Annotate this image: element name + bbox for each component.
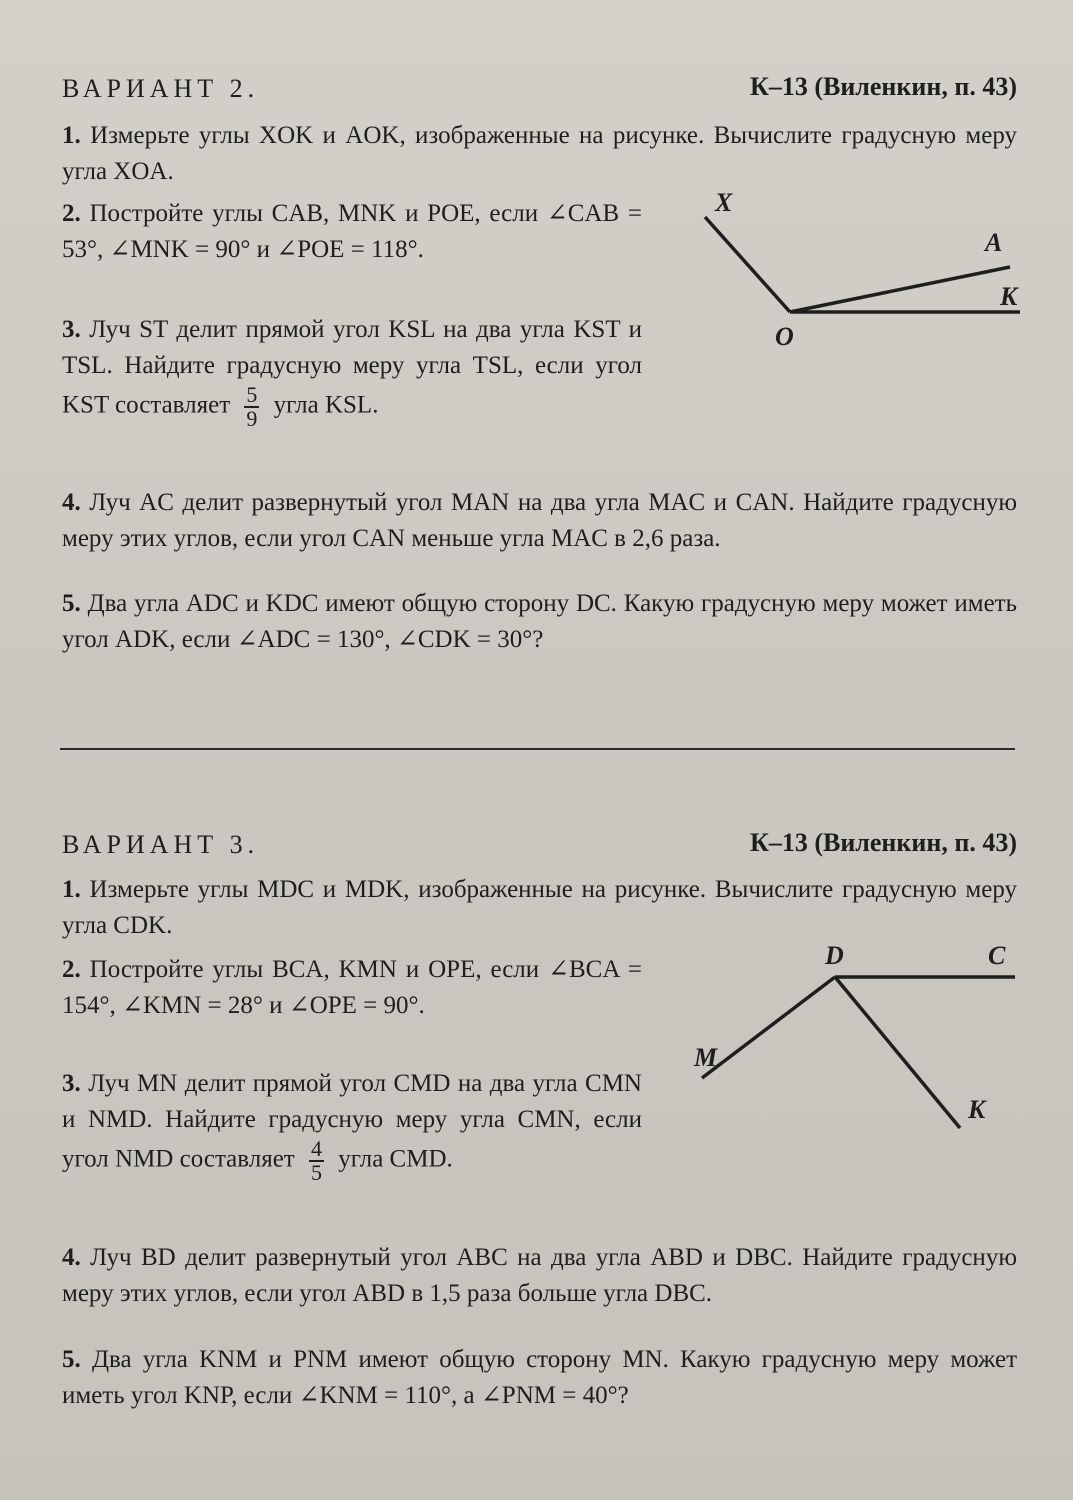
task-text: Луч AC делит развернутый угол MAN на два угла MAC и CAN. Найдите градусную меру этих углов, если угол CAN меньше угла MAC в 2,6 раза. xyxy=(62,489,1017,552)
label-k: K xyxy=(968,1095,986,1124)
variant-3-header: ВАРИАНТ 3. xyxy=(62,830,260,859)
fraction-numerator: 4 xyxy=(311,1136,322,1161)
task-text: Луч MN делит прямой угол CMD на два угла CMN и NMD. Найдите градусную меру угла CMN, если угол NMD xyxy=(62,1070,642,1173)
fraction xyxy=(244,384,259,430)
variant-3-angle-figure xyxy=(660,940,1030,1140)
fraction-denominator: 9 xyxy=(246,406,258,431)
task-text-tail: угла CMD. xyxy=(338,1145,453,1173)
task-number: 1. xyxy=(62,876,81,903)
task-text: Измерьте углы MDC и MDK, изображенные на рисунке. Вычислите градусную меру угла CDK. xyxy=(62,876,1017,939)
label-m: M xyxy=(694,1043,718,1072)
variant-2-task-3 xyxy=(62,312,642,430)
task-text: Постройте углы BCA, KMN и OPE, если ∠BCA = 154°, ∠KMN = 28° и ∠OPE = 90°. xyxy=(62,956,643,1019)
ray-oa xyxy=(790,267,1010,312)
task-text-tail: составляет xyxy=(179,1145,295,1173)
variant-2-task-4 xyxy=(62,485,1017,557)
variant-3-source: К–13 (Виленкин, п. 43) xyxy=(749,828,1017,857)
task-number: 4. xyxy=(62,1244,81,1271)
task-number: 5. xyxy=(62,590,81,617)
task-number: 3. xyxy=(62,316,81,343)
task-number: 5. xyxy=(62,1346,81,1373)
variant-3-task-4 xyxy=(62,1240,1017,1312)
task-text: Постройте углы CAB, MNK и POE, если ∠CAB = 53°, ∠MNK = 90° и ∠POE = 118°. xyxy=(62,200,642,263)
task-number: 4. xyxy=(62,489,81,516)
task-text-tail: угла KSL. xyxy=(273,391,379,419)
variant-2-source: К–13 (Виленкин, п. 43) xyxy=(749,72,1017,101)
variant-2-task-5 xyxy=(62,586,1017,658)
label-d: D xyxy=(825,941,844,970)
ray-dm xyxy=(702,977,835,1078)
ray-dk xyxy=(835,977,960,1128)
task-number: 2. xyxy=(62,956,81,983)
fraction-denominator: 5 xyxy=(311,1160,322,1185)
variant-2-task-1 xyxy=(62,118,1017,190)
variant-2-header: ВАРИАНТ 2. xyxy=(62,74,260,103)
task-text: Два угла ADC и KDC имеют общую сторону DC. Какую градусную меру может иметь угол ADK, если ∠ADC = 130°, ∠CDK = 30°? xyxy=(62,590,1017,653)
label-a: A xyxy=(985,228,1003,257)
fraction-numerator: 5 xyxy=(246,382,258,407)
task-text-tail: составляет xyxy=(115,391,231,419)
label-o: O xyxy=(775,322,794,351)
variant-3-task-3 xyxy=(62,1066,642,1184)
task-number: 2. xyxy=(62,200,81,227)
variant-2-angle-figure xyxy=(650,185,1030,360)
task-text: Измерьте углы XOK и AOK, изображенные на рисунке. Вычислите градусную меру угла XOA. xyxy=(62,122,1017,185)
fraction xyxy=(309,1138,324,1184)
variant-3-task-2 xyxy=(62,952,642,1024)
task-number: 3. xyxy=(62,1070,81,1097)
task-text: Два угла KNM и PNM имеют общую сторону MN. Какую градусную меру может иметь угол KNP, если ∠KNM = 110°, а ∠PNM = 40°? xyxy=(62,1346,1018,1409)
ray-ox xyxy=(705,217,790,312)
label-x: X xyxy=(715,188,733,217)
variant-3-task-5 xyxy=(62,1342,1017,1414)
task-text: Луч ST делит прямой угол KSL на два угла KST и TSL. Найдите градусную меру угла TSL, если угол KST xyxy=(62,316,643,419)
variant-3-task-1 xyxy=(62,872,1017,944)
section-divider xyxy=(60,748,1015,750)
task-text: Луч BD делит развернутый угол ABC на два угла ABD и DBC. Найдите градусную меру этих углов, если угол ABD в 1,5 раза больше угла DBC. xyxy=(62,1244,1017,1307)
label-k: K xyxy=(1000,282,1018,311)
variant-2-task-2 xyxy=(62,196,642,268)
task-number: 1. xyxy=(62,122,81,149)
label-c: C xyxy=(988,941,1006,970)
